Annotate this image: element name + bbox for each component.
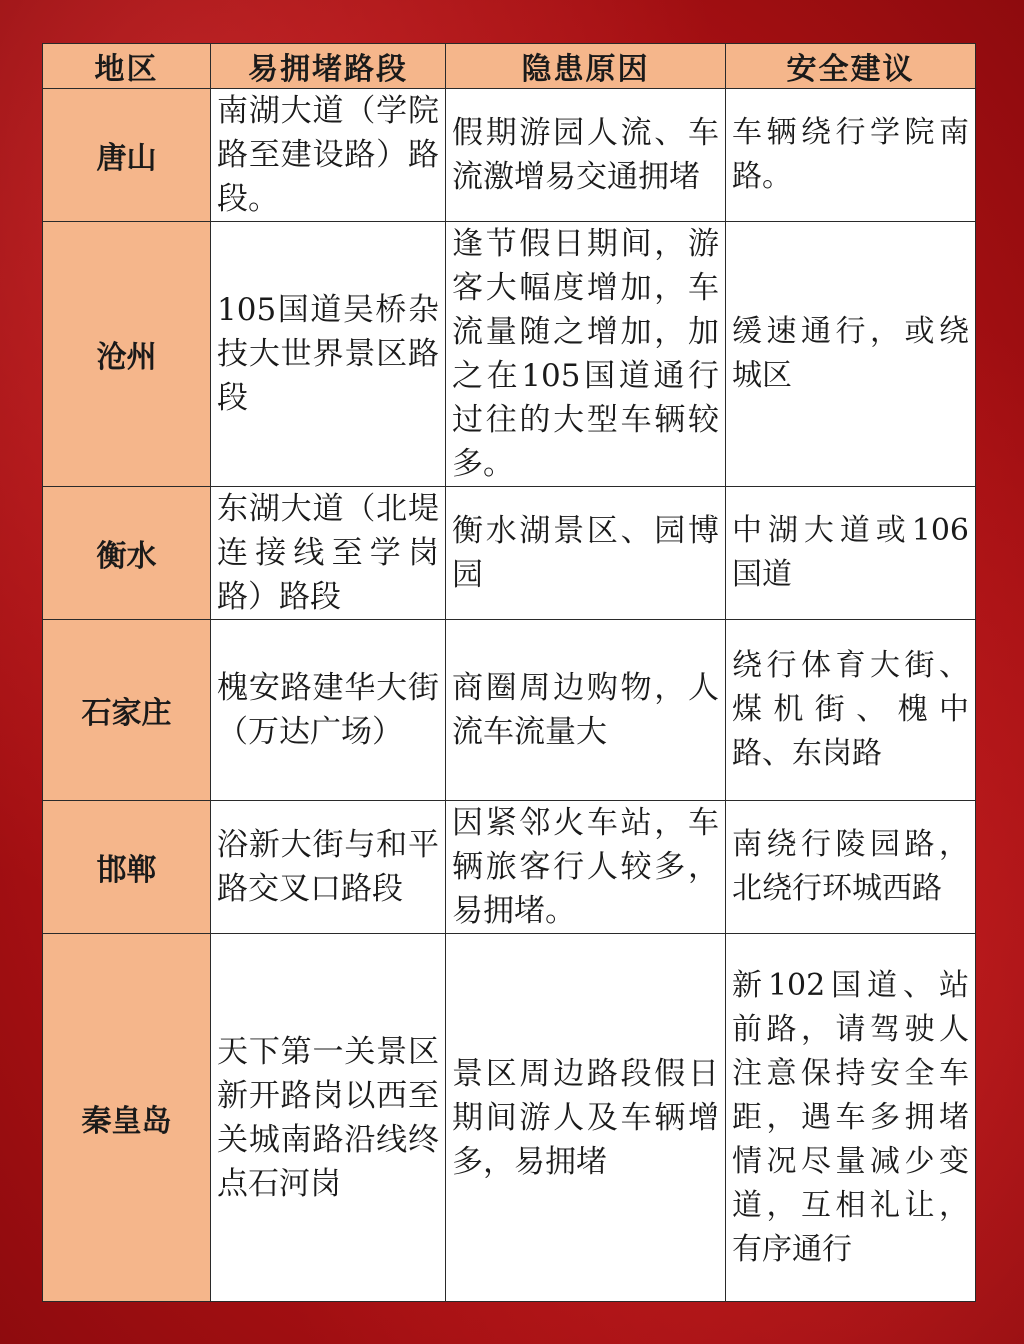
table-row xyxy=(43,487,976,620)
traffic-congestion-table xyxy=(42,43,976,1302)
header-reason: 隐患原因 xyxy=(446,44,726,89)
advice-cell: 南绕行陵园路，北绕行环城西路 xyxy=(726,801,976,934)
reason-cell: 景区周边路段假日期间游人及车辆增多，易拥堵 xyxy=(446,934,726,1302)
traffic-table-container xyxy=(42,43,975,1290)
advice-cell: 缓速通行，或绕城区 xyxy=(726,222,976,487)
section-cell: 槐安路建华大街（万达广场） xyxy=(211,620,446,801)
region-cell: 邯郸 xyxy=(43,801,211,934)
section-cell: 东湖大道（北堤连接线至学岗路）路段 xyxy=(211,487,446,620)
reason-cell: 假期游园人流、车流激增易交通拥堵 xyxy=(446,89,726,222)
header-advice: 安全建议 xyxy=(726,44,976,89)
header-section: 易拥堵路段 xyxy=(211,44,446,89)
reason-cell: 衡水湖景区、园博园 xyxy=(446,487,726,620)
section-cell: 105国道吴桥杂技大世界景区路段 xyxy=(211,222,446,487)
advice-cell: 新102国道、站前路，请驾驶人注意保持安全车距，遇车多拥堵情况尽量减少变道，互相礼让，有序通行 xyxy=(726,934,976,1302)
reason-cell: 逢节假日期间，游客大幅度增加，车流量随之增加，加之在105国道通行过往的大型车辆较多。 xyxy=(446,222,726,487)
table-row xyxy=(43,801,976,934)
region-cell: 秦皇岛 xyxy=(43,934,211,1302)
advice-cell: 中湖大道或106国道 xyxy=(726,487,976,620)
section-cell: 南湖大道（学院路至建设路）路段。 xyxy=(211,89,446,222)
region-cell: 石家庄 xyxy=(43,620,211,801)
region-cell: 唐山 xyxy=(43,89,211,222)
advice-cell: 车辆绕行学院南路。 xyxy=(726,89,976,222)
reason-cell: 商圈周边购物，人流车流量大 xyxy=(446,620,726,801)
table-row xyxy=(43,222,976,487)
table-header-row xyxy=(43,44,976,89)
table-row xyxy=(43,620,976,801)
table-row xyxy=(43,934,976,1302)
section-cell: 天下第一关景区新开路岗以西至关城南路沿线终点石河岗 xyxy=(211,934,446,1302)
advice-cell: 绕行体育大街、煤机街、槐中路、东岗路 xyxy=(726,620,976,801)
section-cell: 浴新大街与和平路交叉口路段 xyxy=(211,801,446,934)
table-row xyxy=(43,89,976,222)
region-cell: 衡水 xyxy=(43,487,211,620)
header-region: 地区 xyxy=(43,44,211,89)
reason-cell: 因紧邻火车站，车辆旅客行人较多，易拥堵。 xyxy=(446,801,726,934)
region-cell: 沧州 xyxy=(43,222,211,487)
